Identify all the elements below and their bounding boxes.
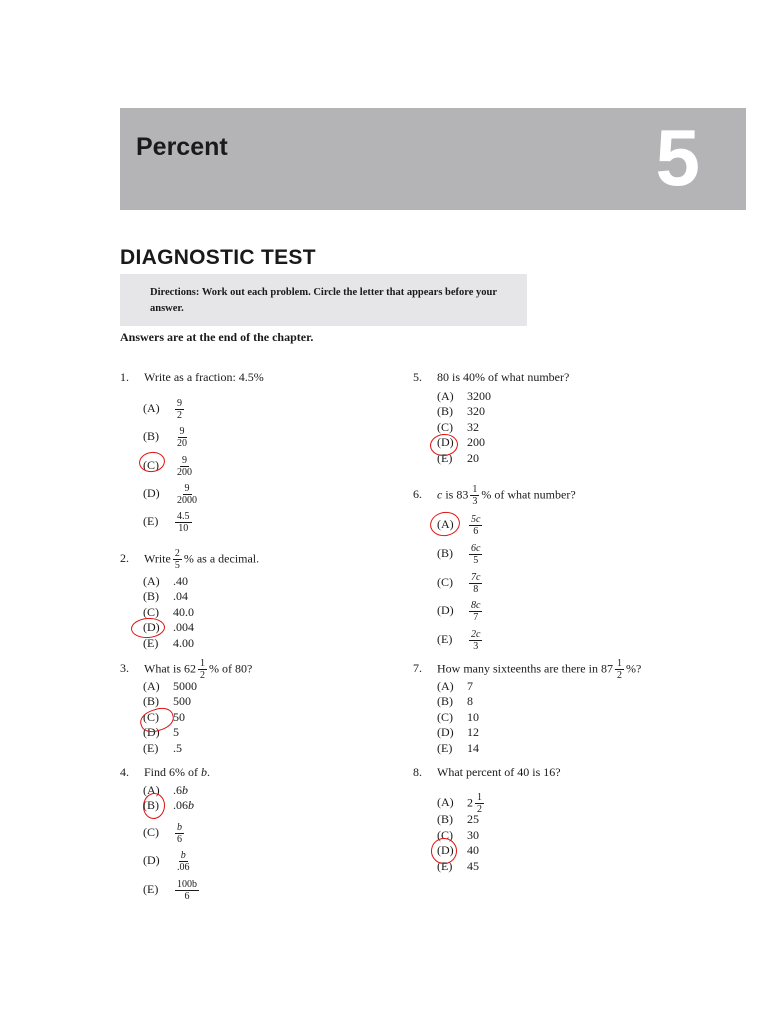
- option-letter: (E): [437, 632, 453, 647]
- question-prompt-tail: % of what number?: [481, 487, 576, 502]
- option-3e[interactable]: [143, 741, 182, 756]
- question-prompt: What is 62: [144, 661, 196, 676]
- question-number: 2.: [120, 551, 129, 566]
- option-value: 25: [467, 812, 479, 826]
- question-1: [120, 370, 264, 385]
- option-4a[interactable]: [143, 783, 188, 798]
- option-6a[interactable]: [437, 514, 484, 537]
- option-letter: (A): [143, 401, 160, 416]
- option-7b[interactable]: [437, 694, 473, 709]
- option-4c[interactable]: [143, 822, 186, 845]
- question-number: 7.: [413, 661, 422, 676]
- option-8c[interactable]: [437, 828, 479, 843]
- option-1e[interactable]: [143, 511, 194, 534]
- option-letter: (B): [143, 589, 159, 603]
- fraction: $\frac{9}{20}$: [177, 426, 187, 449]
- option-letter: (B): [437, 404, 453, 418]
- option-value: .06: [173, 798, 188, 812]
- option-5c[interactable]: [437, 420, 479, 435]
- option-letter: (D): [143, 853, 160, 868]
- option-value: .5: [173, 741, 182, 755]
- option-letter: (D): [437, 725, 454, 739]
- chapter-title: Percent: [136, 133, 228, 161]
- option-7c[interactable]: [437, 710, 479, 725]
- option-letter: (A): [143, 783, 160, 797]
- option-2a[interactable]: [143, 574, 188, 589]
- variable: b: [182, 783, 188, 797]
- directions-text: Directions: Work out each problem. Circle the letter that appears before your answer.: [150, 287, 497, 314]
- option-3b[interactable]: [143, 694, 191, 709]
- option-3d[interactable]: [143, 725, 179, 740]
- option-5b[interactable]: [437, 404, 485, 419]
- option-letter: (D): [143, 486, 160, 501]
- fraction: $\frac{5c}{6}$: [471, 514, 481, 537]
- option-2b[interactable]: [143, 589, 188, 604]
- question-prompt: Find 6% of: [144, 765, 198, 779]
- fraction: $\frac{1}{2}$: [200, 658, 205, 681]
- option-value: 320: [467, 404, 485, 418]
- option-letter: (E): [143, 882, 159, 897]
- variable: b: [201, 765, 207, 779]
- option-letter: (A): [143, 574, 160, 588]
- fraction: $\frac{2c}{3}$: [471, 629, 481, 652]
- option-letter: (D): [143, 620, 160, 634]
- question-prompt-tail: .: [207, 765, 210, 779]
- option-4e[interactable]: [143, 879, 201, 902]
- variable: b: [188, 798, 194, 812]
- option-letter: (D): [437, 843, 454, 857]
- question-number: 3.: [120, 661, 129, 676]
- option-value: 40.0: [173, 605, 194, 619]
- option-1d[interactable]: [143, 483, 201, 506]
- option-value: .6: [173, 783, 182, 797]
- option-value: 8: [467, 694, 473, 708]
- option-letter: (C): [143, 710, 159, 724]
- question-number: 5.: [413, 370, 422, 384]
- option-letter: (B): [437, 546, 453, 561]
- question-5: [413, 370, 569, 385]
- fraction: $\frac{4.5}{10}$: [177, 511, 190, 534]
- option-letter: (D): [437, 603, 454, 618]
- section-heading: DIAGNOSTIC TEST: [120, 246, 316, 269]
- option-letter: (C): [437, 710, 453, 724]
- option-2c[interactable]: [143, 605, 194, 620]
- mixed-whole: 2: [467, 795, 473, 810]
- option-value: 14: [467, 741, 479, 755]
- fraction: $\frac{2}{5}$: [174, 548, 180, 571]
- question-2: [120, 548, 259, 571]
- option-value: 3200: [467, 389, 491, 403]
- fraction: $\frac{6c}{5}$: [471, 543, 481, 566]
- question-prompt: Write: [144, 551, 171, 566]
- option-letter: (C): [143, 605, 159, 619]
- option-value: 5000: [173, 679, 197, 693]
- option-value: 20: [467, 451, 479, 465]
- option-3a[interactable]: [143, 679, 197, 694]
- question-number: 1.: [120, 370, 129, 384]
- fraction: $\frac{8c}{7}$: [471, 600, 481, 623]
- option-letter: (E): [143, 636, 159, 650]
- answers-note: Answers are at the end of the chapter.: [120, 330, 314, 344]
- fraction: $\frac{b}{.06}$: [177, 850, 190, 873]
- option-6d[interactable]: [437, 600, 484, 623]
- option-1a[interactable]: [143, 398, 186, 421]
- option-6b[interactable]: [437, 543, 484, 566]
- option-7d[interactable]: [437, 725, 479, 740]
- option-letter: (B): [437, 694, 453, 708]
- option-letter: (B): [437, 812, 453, 826]
- option-value: 45: [467, 859, 479, 873]
- option-2e[interactable]: [143, 636, 194, 651]
- question-4: [120, 765, 210, 780]
- fraction: $\frac{9}{2000}$: [177, 483, 197, 506]
- fraction: $\frac{1}{3}$: [472, 484, 478, 507]
- option-letter: (E): [437, 451, 453, 465]
- option-value: .40: [173, 574, 188, 588]
- option-value: 7: [467, 679, 473, 693]
- option-letter: (C): [143, 458, 159, 473]
- option-letter: (E): [437, 859, 453, 873]
- option-4d[interactable]: [143, 850, 194, 873]
- option-value: .04: [173, 589, 188, 603]
- option-4b[interactable]: [143, 798, 194, 813]
- option-5a[interactable]: [437, 389, 491, 404]
- question-prompt-tail: % as a decimal.: [183, 551, 260, 566]
- option-letter: (C): [437, 575, 453, 590]
- option-letter: (A): [143, 679, 160, 693]
- question-number: 6.: [413, 487, 422, 502]
- question-prompt: 80 is 40% of what number?: [437, 370, 570, 384]
- question-7: [413, 658, 641, 681]
- option-letter: (A): [437, 389, 454, 403]
- option-1c[interactable]: [143, 455, 196, 478]
- option-2d[interactable]: [143, 620, 194, 635]
- option-3c[interactable]: [143, 710, 185, 725]
- fraction: $\frac{9}{200}$: [177, 455, 192, 478]
- fraction: $\frac{b}{6}$: [177, 822, 182, 845]
- question-prompt-tail: % of 80?: [209, 661, 253, 676]
- option-value: 12: [467, 725, 479, 739]
- option-letter: (E): [143, 514, 159, 529]
- question-prompt: What percent of 40 is 16?: [437, 765, 561, 779]
- fraction: $\frac{100b}{6}$: [177, 879, 197, 902]
- option-letter: (E): [437, 741, 453, 755]
- option-value: 500: [173, 694, 191, 708]
- option-letter: (B): [143, 798, 159, 812]
- option-1b[interactable]: [143, 426, 191, 449]
- option-letter: (C): [437, 420, 453, 434]
- option-letter: (D): [143, 725, 160, 739]
- option-6e[interactable]: [437, 629, 484, 652]
- option-value: 40: [467, 843, 479, 857]
- option-8e[interactable]: [437, 859, 479, 874]
- option-value: 5: [173, 725, 179, 739]
- option-letter: (B): [143, 429, 159, 444]
- option-value: 10: [467, 710, 479, 724]
- directions-box: [120, 274, 527, 326]
- option-letter: (A): [437, 517, 454, 532]
- question-6: [413, 484, 576, 507]
- option-5e[interactable]: [437, 451, 479, 466]
- option-value: 4.00: [173, 636, 194, 650]
- chapter-banner: [120, 108, 746, 210]
- option-letter: (B): [143, 694, 159, 708]
- fraction: $\frac{1}{2}$: [477, 792, 482, 815]
- option-7a[interactable]: [437, 679, 473, 694]
- option-letter: (C): [143, 825, 159, 840]
- option-letter: (E): [143, 741, 159, 755]
- question-8: [413, 765, 561, 780]
- option-value: 200: [467, 435, 485, 449]
- option-5d[interactable]: [437, 435, 485, 450]
- question-prompt: is 83: [445, 487, 469, 502]
- question-3: [120, 658, 252, 681]
- chapter-number: 5: [655, 113, 700, 202]
- question-number: 8.: [413, 765, 422, 779]
- question-prompt: How many sixteenths are there in 87: [437, 661, 613, 676]
- option-letter: (C): [437, 828, 453, 842]
- option-value: 50: [173, 710, 185, 724]
- option-7e[interactable]: [437, 741, 479, 756]
- fraction: $\frac{1}{2}$: [616, 658, 622, 681]
- option-value: 32: [467, 420, 479, 434]
- question-number: 4.: [120, 765, 129, 779]
- option-letter: (D): [437, 435, 454, 449]
- question-prompt: Write as a fraction: 4.5%: [144, 370, 264, 384]
- option-8d[interactable]: [437, 843, 479, 858]
- option-8b[interactable]: [437, 812, 479, 827]
- fraction: $\frac{9}{2}$: [177, 398, 182, 421]
- variable: c: [437, 487, 443, 502]
- option-value: 30: [467, 828, 479, 842]
- option-letter: (A): [437, 679, 454, 693]
- option-6c[interactable]: [437, 572, 484, 595]
- fraction: $\frac{7c}{8}$: [471, 572, 481, 595]
- option-letter: (A): [437, 795, 454, 810]
- option-value: .004: [173, 620, 194, 634]
- question-prompt-tail: %?: [625, 661, 642, 676]
